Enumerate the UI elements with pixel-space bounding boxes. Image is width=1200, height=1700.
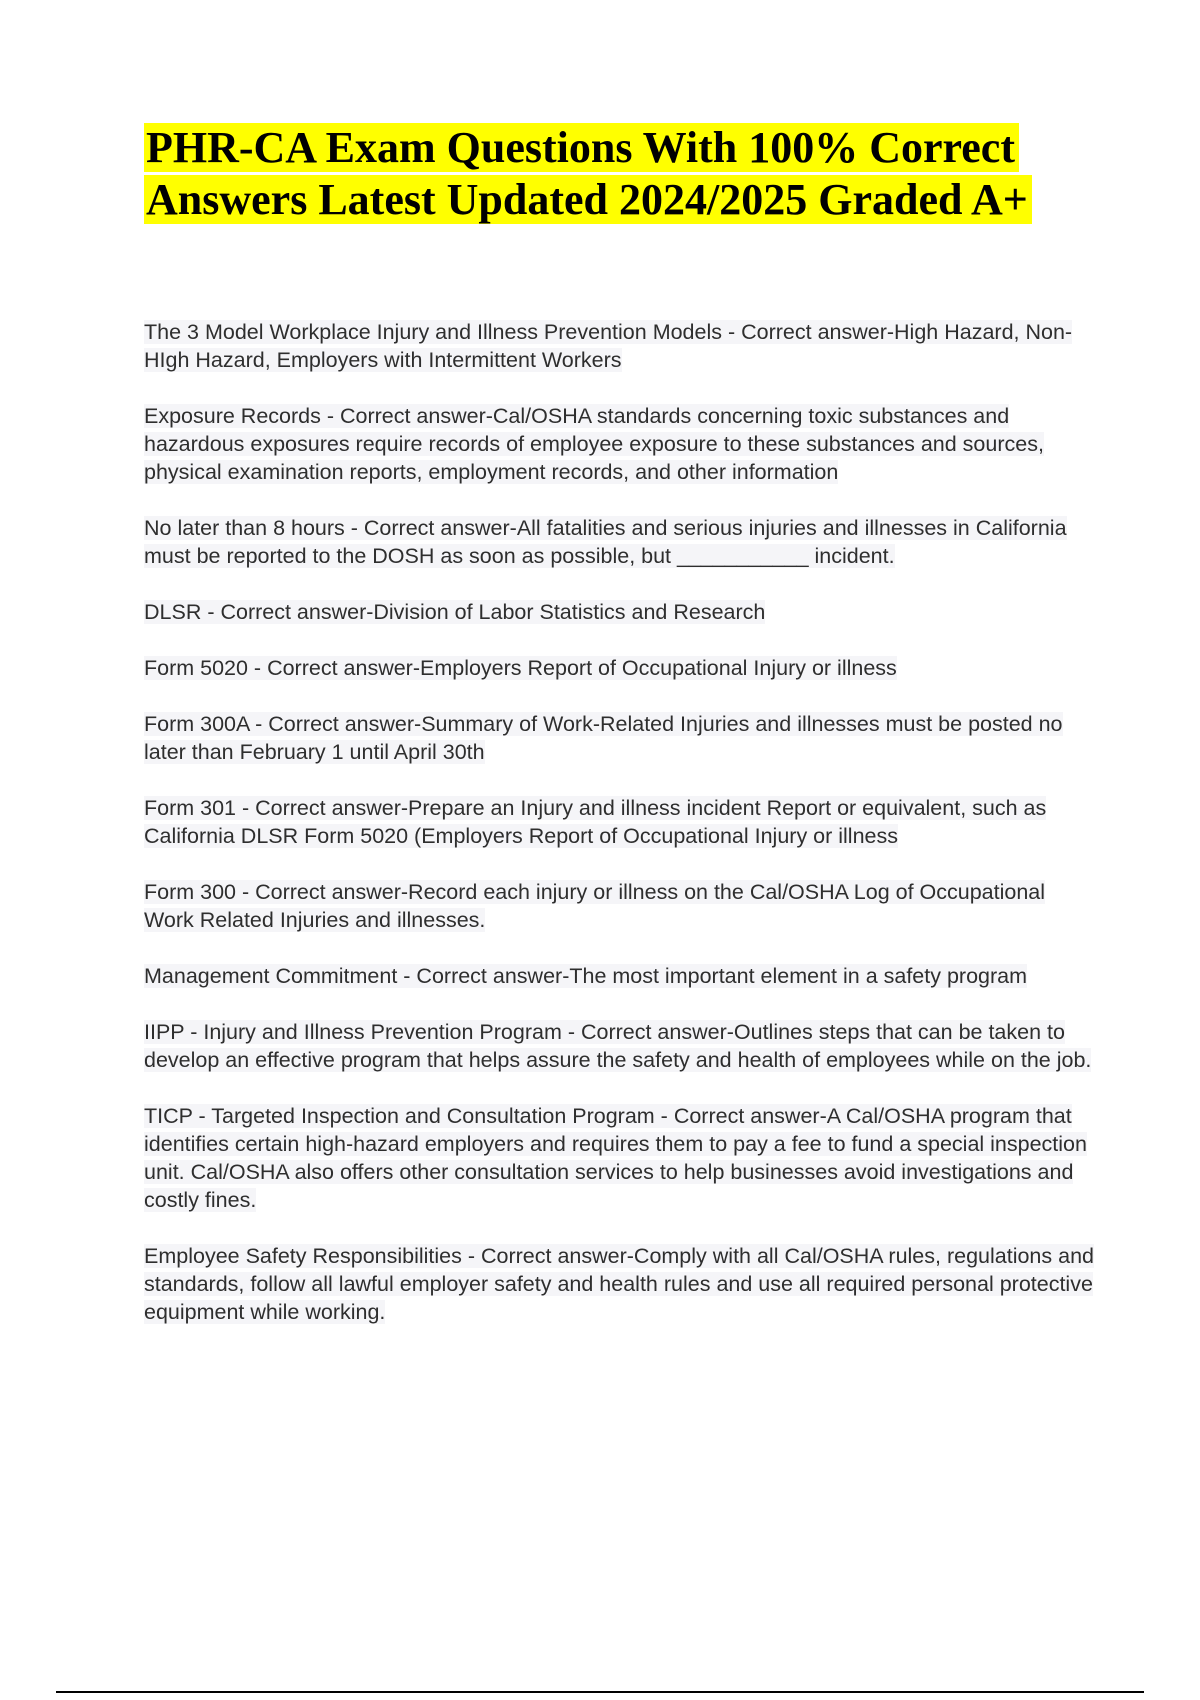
qa-entry-text: Exposure Records - Correct answer-Cal/OSHA standards concerning toxic substances and hazardous exposures require records of employee exposure to these substances and sources, physical examination reports, employment records, and other information [144,404,1044,484]
qa-entry-text: Form 5020 - Correct answer-Employers Report of Occupational Injury or illness [144,656,897,680]
qa-entry-text: Employee Safety Responsibilities - Correct answer-Comply with all Cal/OSHA rules, regulations and standards, follow all lawful employer safety and health rules and use all required personal protective equipment while working. [144,1244,1094,1324]
footer-divider [56,1691,1144,1693]
qa-entry [144,962,1094,990]
qa-entry [144,402,1094,486]
qa-entry-text: Form 300A - Correct answer-Summary of Work-Related Injuries and illnesses must be posted no later than February 1 until April 30th [144,712,1063,764]
qa-entry [144,654,1094,682]
qa-entry-text: TICP - Targeted Inspection and Consultation Program - Correct answer-A Cal/OSHA program that identifies certain high-hazard employers and requires them to pay a fee to fund a special inspection unit. Cal/OSHA also offers other consultation services to help businesses avoid investigations and costly fines. [144,1104,1087,1212]
qa-entry [144,1102,1094,1214]
qa-entry-text: Management Commitment - Correct answer-The most important element in a safety program [144,964,1028,988]
qa-entry-text: DLSR - Correct answer-Division of Labor Statistics and Research [144,600,766,624]
document-title-text: PHR-CA Exam Questions With 100% Correct Answers Latest Updated 2024/2025 Graded A+ [144,123,1032,224]
qa-entry [144,514,1094,570]
qa-entry [144,794,1094,850]
qa-entry [144,878,1094,934]
qa-entry-text: IIPP - Injury and Illness Prevention Program - Correct answer-Outlines steps that can be taken to develop an effective program that helps assure the safety and health of employees while on the job. [144,1020,1092,1072]
qa-entry [144,318,1094,374]
qa-entry-text: Form 301 - Correct answer-Prepare an Injury and illness incident Report or equivalent, such as California DLSR Form 5020 (Employers Report of Occupational Injury or illness [144,796,1047,848]
qa-entry [144,1018,1094,1074]
qa-entry-text: The 3 Model Workplace Injury and Illness Prevention Models - Correct answer-High Hazard, Non-HIgh Hazard, Employers with Intermittent Workers [144,320,1073,372]
qa-entry [144,598,1094,626]
qa-list [144,318,1094,1354]
qa-entry [144,1242,1094,1326]
qa-entry-text: Form 300 - Correct answer-Record each injury or illness on the Cal/OSHA Log of Occupational Work Related Injuries and illnesses. [144,880,1046,932]
qa-entry [144,710,1094,766]
qa-entry-text: No later than 8 hours - Correct answer-All fatalities and serious injuries and illnesses in California must be reported to the DOSH as soon as possible, but ___________ incident. [144,516,1067,568]
document-title [144,122,1124,226]
